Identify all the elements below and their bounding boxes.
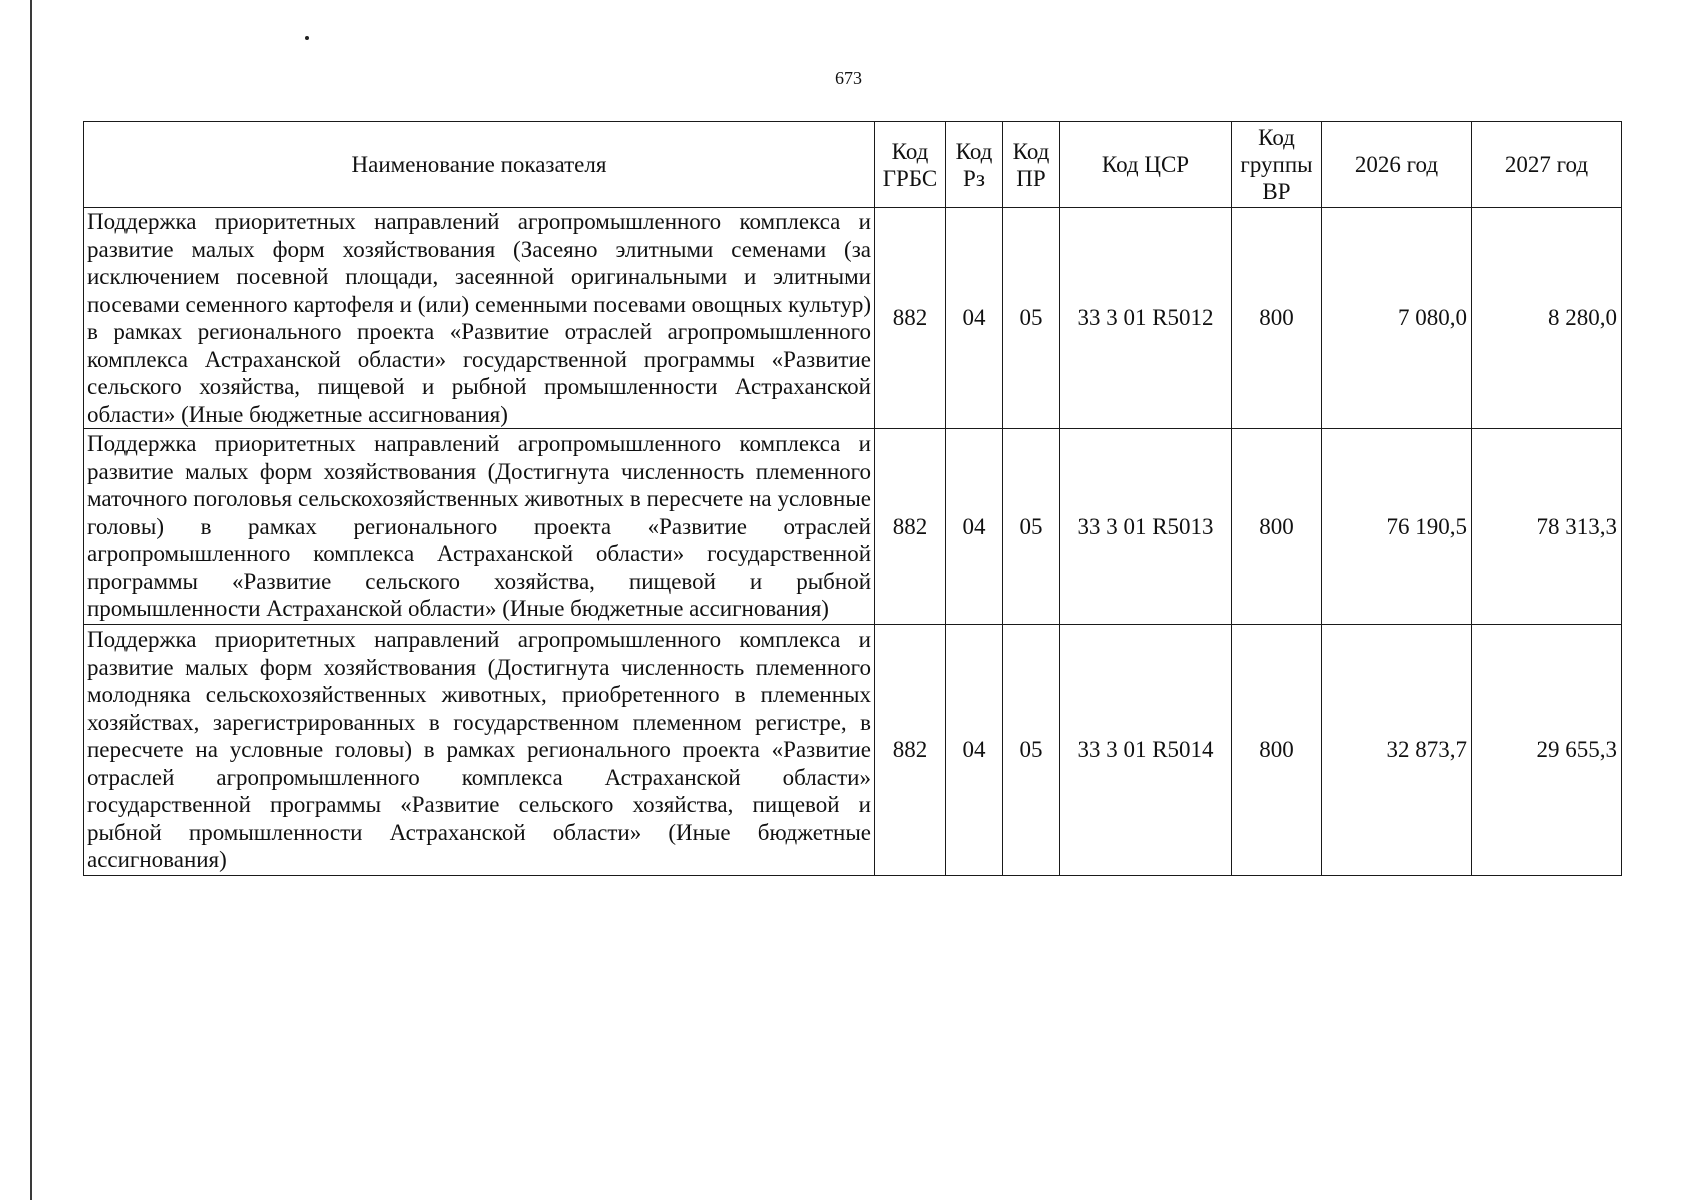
header-2027: 2027 год (1472, 122, 1622, 208)
cell-2027: 8 280,0 (1472, 208, 1622, 429)
cell-pr: 05 (1003, 625, 1060, 876)
header-2026: 2026 год (1322, 122, 1472, 208)
cell-2026: 7 080,0 (1322, 208, 1472, 429)
table-row (84, 429, 1622, 625)
header-pr: Код ПР (1003, 122, 1060, 208)
cell-grbs: 882 (875, 208, 946, 429)
header-rz: Код Рз (946, 122, 1003, 208)
table-header-row (84, 122, 1622, 208)
header-csr: Код ЦСР (1060, 122, 1232, 208)
page-number: 673 (835, 68, 862, 88)
cell-2026: 76 190,5 (1322, 429, 1472, 625)
cell-vr: 800 (1232, 625, 1322, 876)
cell-csr: 33 3 01 R5014 (1060, 625, 1232, 876)
cell-name: Поддержка приоритетных направлений агропромышленного комплекса и развитие малых форм хозяйствования (Засеяно элитными семенами (за исключением посевной площади, засеянной оригинальными и элитными посевами семенного картофеля и (или) семенными посевами овощных культур) в рамках регионального проекта «Развитие отраслей агропромышленного комплекса Астраханской области» государственной программы «Развитие сельского хозяйства, пищевой и рыбной промышленности Астраханской области» (Иные бюджетные ассигнования) (84, 208, 875, 429)
header-name: Наименование показателя (84, 122, 875, 208)
cell-grbs: 882 (875, 625, 946, 876)
cell-name: Поддержка приоритетных направлений агропромышленного комплекса и развитие малых форм хозяйствования (Достигнута численность племенного молодняка сельскохозяйственных животных, приобретенного в племенных хозяйствах, зарегистрированных в государственном племенном регистре, в пересчете на условные головы) в рамках регионального проекта «Развитие отраслей агропромышленного комплекса Астраханской области» государственной программы «Развитие сельского хозяйства, пищевой и рыбной промышленности Астраханской области» (Иные бюджетные ассигнования) (84, 625, 875, 876)
scan-dust-speck (305, 36, 309, 40)
table-row (84, 625, 1622, 876)
cell-grbs: 882 (875, 429, 946, 625)
cell-rz: 04 (946, 208, 1003, 429)
cell-2026: 32 873,7 (1322, 625, 1472, 876)
cell-2027: 78 313,3 (1472, 429, 1622, 625)
cell-pr: 05 (1003, 208, 1060, 429)
budget-table (83, 121, 1622, 876)
cell-vr: 800 (1232, 429, 1322, 625)
cell-name: Поддержка приоритетных направлений агропромышленного комплекса и развитие малых форм хозяйствования (Достигнута численность племенного маточного поголовья сельскохозяйственных животных в пересчете на условные головы) в рамках регионального проекта «Развитие отраслей агропромышленного комплекса Астраханской области» государственной программы «Развитие сельского хозяйства, пищевой и рыбной промышленности Астраханской области» (Иные бюджетные ассигнования) (84, 429, 875, 625)
cell-vr: 800 (1232, 208, 1322, 429)
table-row (84, 208, 1622, 429)
cell-csr: 33 3 01 R5012 (1060, 208, 1232, 429)
header-vr: Код группы ВР (1232, 122, 1322, 208)
scan-left-border-line (30, 0, 32, 1200)
cell-rz: 04 (946, 429, 1003, 625)
header-grbs: Код ГРБС (875, 122, 946, 208)
cell-rz: 04 (946, 625, 1003, 876)
cell-2027: 29 655,3 (1472, 625, 1622, 876)
cell-pr: 05 (1003, 429, 1060, 625)
cell-csr: 33 3 01 R5013 (1060, 429, 1232, 625)
